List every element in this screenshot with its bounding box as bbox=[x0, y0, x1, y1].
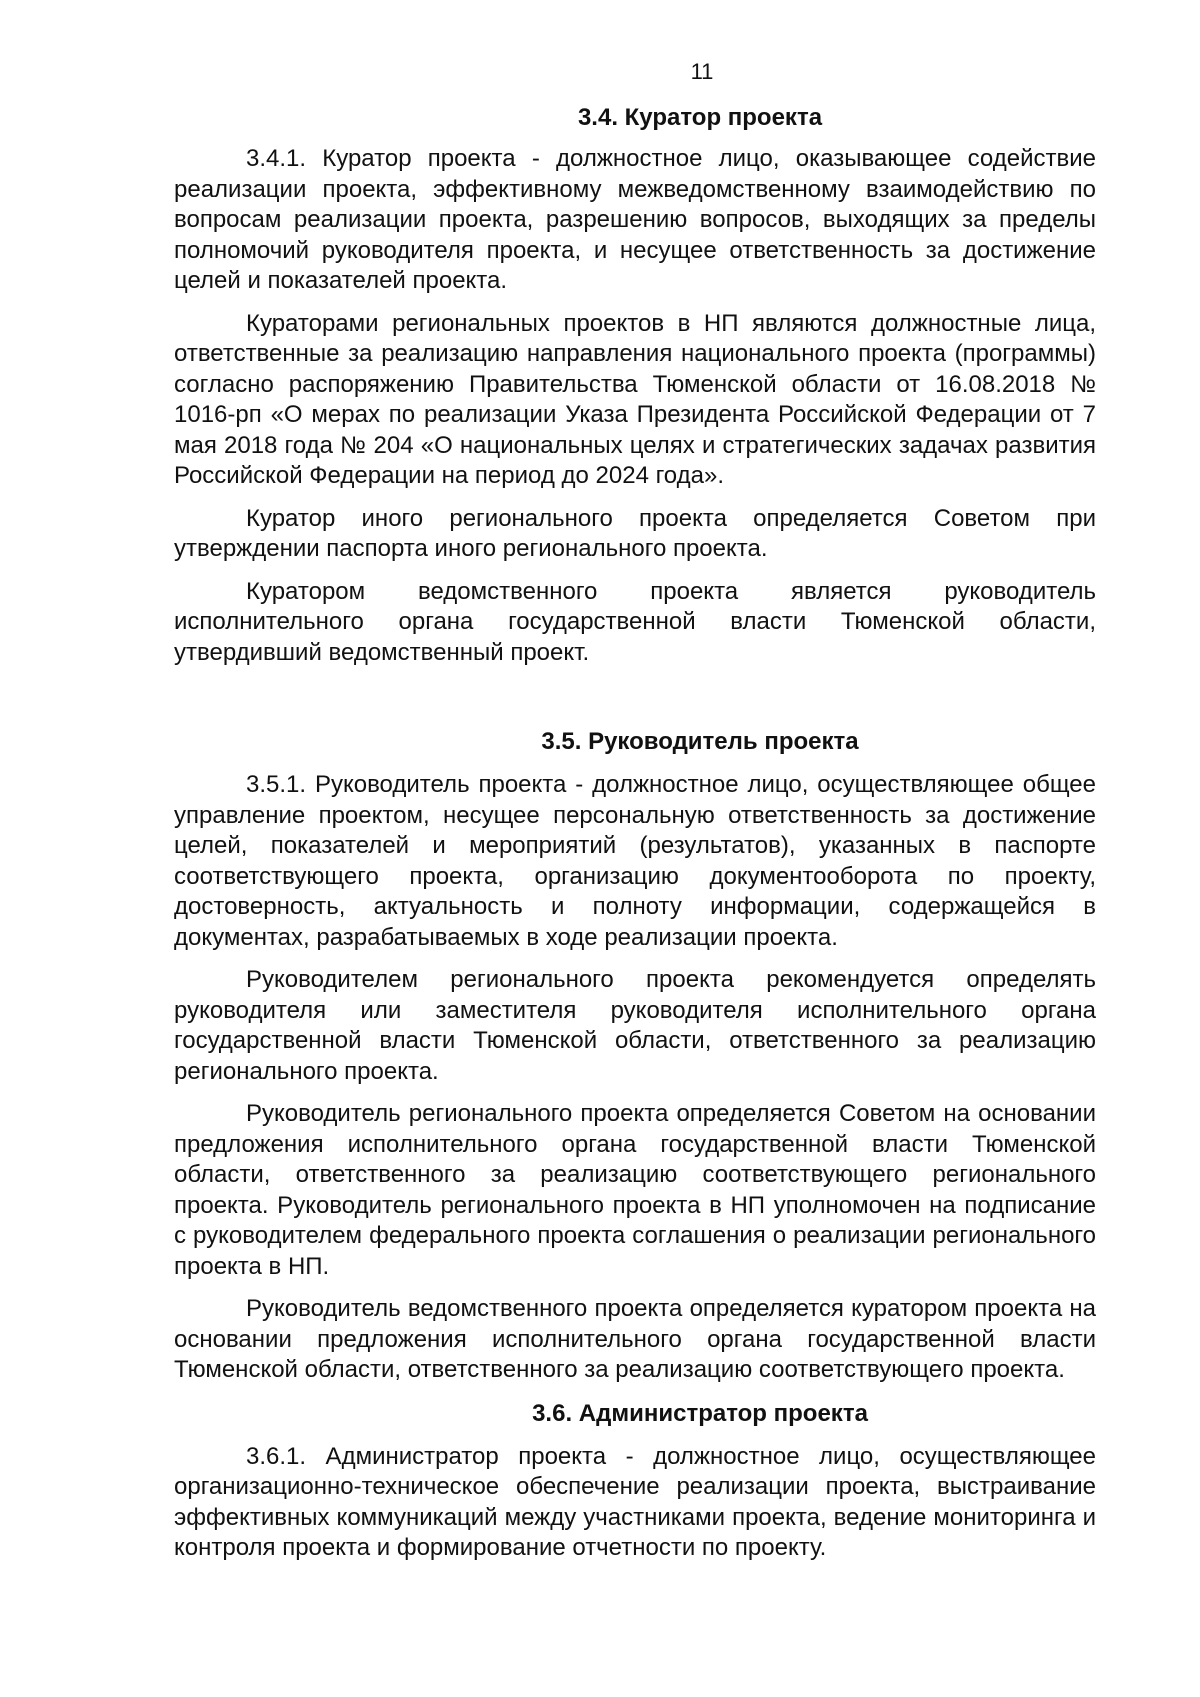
paragraph: Куратор иного регионального проекта определяется Советом при утверждении паспорта иного регионального проекта. bbox=[174, 504, 1096, 562]
section-heading-project-administrator: 3.6. Администратор проекта bbox=[532, 1399, 868, 1427]
page-number: 11 bbox=[690, 59, 714, 84]
paragraph: Руководитель регионального проекта определяется Советом на основании предложения исполнительного органа государственной власти Тюменской области, ответственного за реализацию соответствующего регионального проекта. Руководитель регионального проекта в НП уполномочен на подписание с руководителем федерального проекта соглашения о реализации регионального проекта в НП. bbox=[174, 1100, 1096, 1280]
paragraph: Руководителем регионального проекта рекомендуется определять руководителя или заместителя руководителя исполнительного органа государственной власти Тюменской области, ответственного за реализацию регионального проекта. bbox=[174, 966, 1096, 1085]
section-heading-curator: 3.4. Куратор проекта bbox=[577, 104, 823, 131]
paragraph: 3.6.1. Администратор проекта - должностное лицо, осуществляющее организационно-техническое обеспечение реализации проекта, выстраивание эффективных коммуникаций между участниками проекта, ведение мониторинга и контроля проекта и формирование отчетности по проекту. bbox=[174, 1442, 1096, 1561]
section-project-administrator bbox=[174, 1398, 1096, 1564]
paragraph: 3.5.1. Руководитель проекта - должностное лицо, осуществляющее общее управление проектом, несущее персональную ответственность за достижение целей, показателей и мероприятий (результатов), указанных в паспорте соответствующего проекта, организацию документооборота по проекту, достоверность, актуальность и полноту информации, содержащейся в документах, разрабатываемых в ходе реализации проекта. bbox=[174, 771, 1096, 951]
section-curator bbox=[174, 102, 1096, 668]
section-project-manager bbox=[174, 726, 1096, 1386]
section-heading-project-manager: 3.5. Руководитель проекта bbox=[541, 728, 859, 755]
paragraph: Куратором ведомственного проекта является руководитель исполнительного органа государственной власти Тюменской области, утвердивший ведомственный проект. bbox=[174, 577, 1096, 666]
paragraph: Кураторами региональных проектов в НП являются должностные лица, ответственные за реализацию направления национального проекта (программы) согласно распоряжению Правительства Тюменской области от 16.08.2018 № 1016-рп «О мерах по реализации Указа Президента Российской Федерации от 7 мая 2018 года № 204 «О национальных целях и стратегических задачах развития Российской Федерации на период до 2024 года». bbox=[174, 309, 1096, 489]
paragraph: 3.4.1. Куратор проекта - должностное лицо, оказывающее содействие реализации проекта, эффективному межведомственному взаимодействию по вопросам реализации проекта, разрешению вопросов, выходящих за пределы полномочий руководителя проекта, и несущее ответственность за достижение целей и показателей проекта. bbox=[174, 145, 1096, 294]
paragraph: Руководитель ведомственного проекта определяется куратором проекта на основании предложения исполнительного органа государственной власти Тюменской области, ответственного за реализацию соответствующего проекта. bbox=[174, 1295, 1096, 1383]
